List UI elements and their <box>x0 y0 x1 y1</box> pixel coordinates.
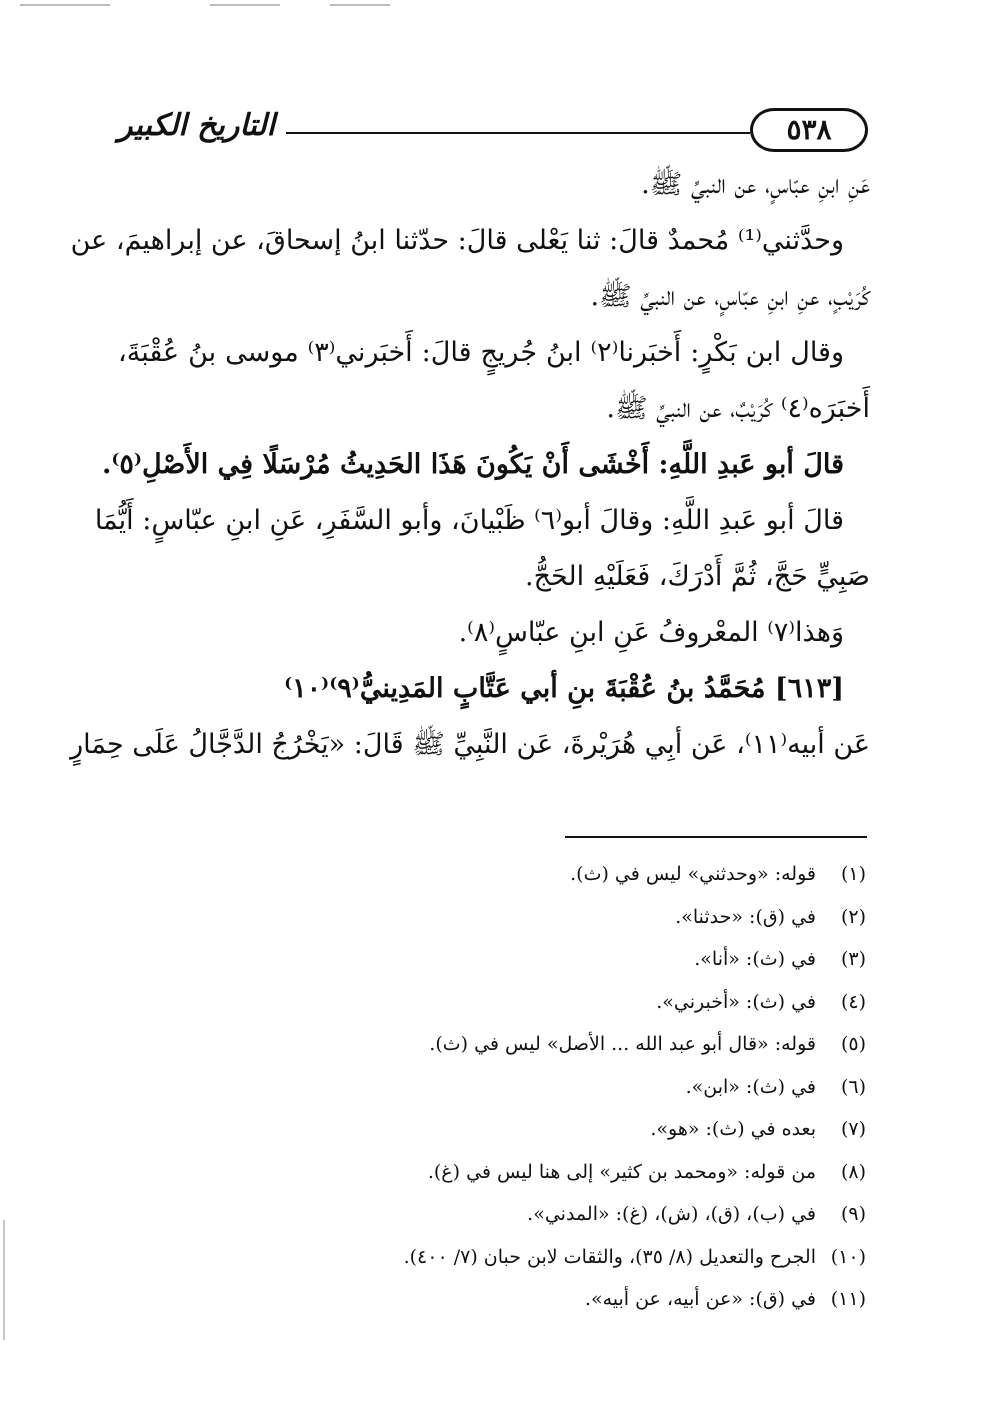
footnote <box>160 1075 866 1118</box>
text-line: قالَ أبو عَبدِ اللَّهِ: أَخْشَى أَنْ يَكُونَ هَذَا الحَدِيثُ مُرْسَلًا فِي الأَصْلِ⁽٥⁾. <box>101 449 844 480</box>
footnote <box>160 905 866 948</box>
text-line: عَن أبيه⁽١١⁾، عَن أبِي هُرَيْرةَ، عَن النَّبِيِّ ﷺ قَالَ: «يَخْرُجُ الدَّجَّالُ عَلَى حِمَارٍ <box>70 729 870 760</box>
entry-heading: [٦١٣] مُحَمَّدُ بنُ عُقْبَةَ بنِ أبي عَتَّابٍ المَدِينيُّ⁽٩⁾⁽١٠⁾ <box>284 673 844 704</box>
footnote <box>160 1032 866 1075</box>
text-line: وَهذا⁽٧⁾ المعْروفُ عَنِ ابنِ عبّاسٍ⁽٨⁾. <box>458 617 844 648</box>
footnote <box>160 947 866 990</box>
footnote <box>160 862 866 905</box>
footnote-text: في (ق): «حدثنا». <box>675 905 816 928</box>
footnote-text: في (ث): «ابن». <box>685 1075 816 1098</box>
footnote <box>160 1287 866 1330</box>
footnote-number: (٩) <box>840 1203 866 1225</box>
footnote-text: في (ق): «عن أبيه، عن أبيه». <box>584 1288 816 1310</box>
footnote-number: (٣) <box>840 948 866 970</box>
text-line: قالَ أبو عَبدِ اللَّهِ: وقالَ أبو⁽٦⁾ ظَبْيانَ، وأبو السَّفَرِ، عَنِ ابنِ عبّاسٍ: أَيُّمَا <box>94 505 844 536</box>
footnote-number: (٢) <box>840 905 866 928</box>
text-line: صَبِيٍّ حَجَّ، ثُمَّ أَدْرَكَ، فَعَلَيْهِ الحَجُّ. <box>524 561 870 592</box>
footnote-text: في (ث): «أنا». <box>694 948 816 970</box>
scan-artifact <box>330 4 390 6</box>
footnote-number: (١٠) <box>830 1245 866 1268</box>
footnote-text: قوله: «وحدثني» ليس في (ث). <box>570 863 816 885</box>
scan-artifact <box>210 4 280 6</box>
page-number: ٥٣٨ <box>750 108 868 152</box>
footnote-number: (٧) <box>840 1118 866 1140</box>
footnote <box>160 1202 866 1245</box>
main-text <box>70 169 870 786</box>
footnote <box>160 990 866 1033</box>
footnote-number: (٨) <box>840 1160 866 1183</box>
scan-artifact <box>20 4 110 6</box>
footnote-text: بعده في (ث): «هو». <box>650 1118 816 1140</box>
footnote <box>160 1245 866 1288</box>
footnote <box>160 1117 866 1160</box>
text-line: وحدَّثني⁽¹⁾ مُحمدٌ قالَ: ثنا يَعْلى قالَ: حدّثنا ابنُ إسحاقَ، عن إبراهيمَ، عن <box>70 225 844 256</box>
footnote <box>160 1160 866 1203</box>
header-rule <box>286 132 750 134</box>
footnote-text: من قوله: «ومحمد بن كثير» إلى هنا ليس في (غ). <box>427 1160 816 1183</box>
footnote-text: الجرح والتعديل (٨/ ٣٥)، والثقات لابن حبان (٧/ ٤٠٠). <box>403 1245 816 1268</box>
footnote-number: (١) <box>840 863 866 885</box>
text-line: كُرَيْبٍ، عنِ ابنِ عبّاسٍ، عن النبيِّ ﷺ. <box>590 281 870 312</box>
text-line: عَنِ ابنِ عبّاسٍ، عن النبيِّ ﷺ. <box>641 169 870 200</box>
footnote-number: (١١) <box>830 1288 866 1310</box>
text-line: أَخبَرَه⁽٤⁾ كُرَيْبٌ، عن النبيِّ ﷺ. <box>606 393 870 424</box>
page-header <box>118 108 868 156</box>
footnote-text: قوله: «قال أبو عبد الله ... الأصل» ليس في (ث). <box>429 1033 816 1055</box>
footnotes <box>160 862 866 1330</box>
scan-artifact <box>3 1220 5 1340</box>
footnote-number: (٤) <box>840 990 866 1013</box>
footnote-number: (٦) <box>840 1075 866 1098</box>
footnote-separator <box>565 836 867 838</box>
footnote-text: في (ث): «أخبرني». <box>656 990 816 1013</box>
footnote-number: (٥) <box>840 1033 866 1055</box>
text-line: وقال ابن بَكْرٍ: أَخبَرنا⁽٢⁾ ابنُ جُريجٍ قالَ: أَخبَرني⁽٣⁾ موسى بنُ عُقْبَةَ، <box>118 337 845 368</box>
footnote-text: في (ب)، (ق)، (ش)، (غ): «المدني». <box>527 1203 816 1225</box>
book-title: التاريخ الكبير <box>118 108 276 143</box>
